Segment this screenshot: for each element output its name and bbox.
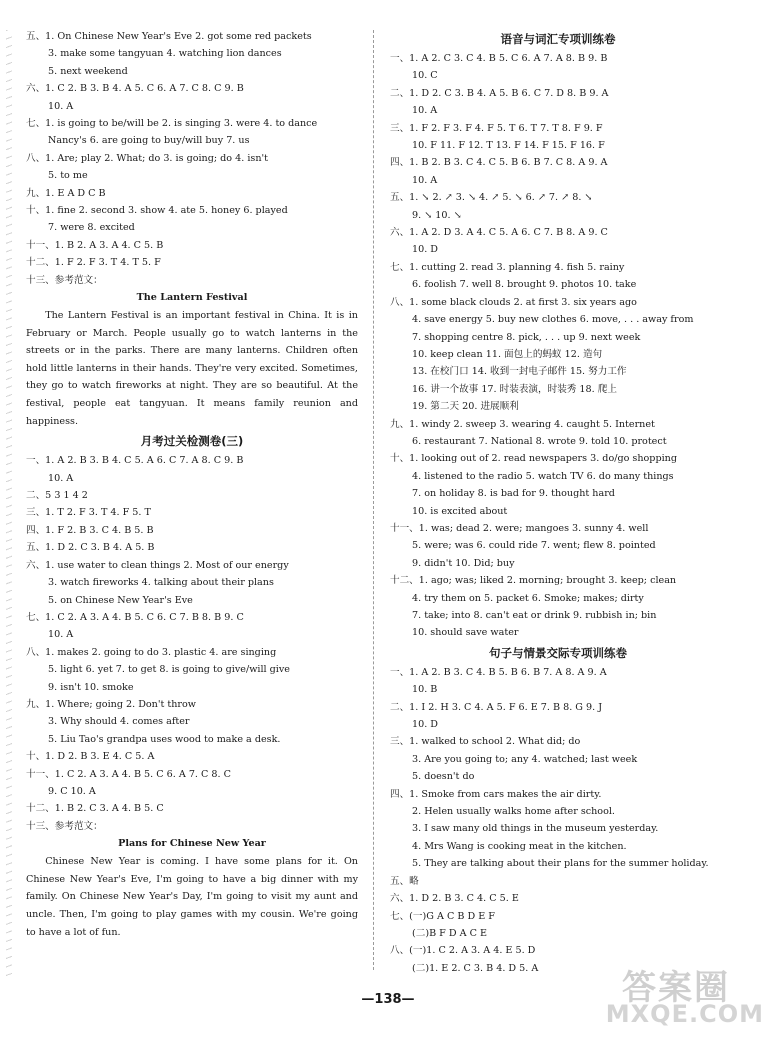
essay-title: The Lantern Festival — [136, 292, 248, 304]
answer-line: 4. Mrs Wang is cooking meat in the kitchen. — [412, 840, 627, 852]
answer-line: 5. on Chinese New Year's Eve — [48, 594, 193, 606]
binding-edge — [6, 30, 12, 980]
answer-line: 3. watch fireworks 4. talking about their plans — [48, 577, 274, 589]
answer-line: 七、1. cutting 2. read 3. planning 4. fish 5. rainy — [390, 261, 625, 273]
answer-line: 一、1. A 2. B 3. B 4. C 5. A 6. C 7. A 8. C 9. B — [26, 455, 244, 467]
answer-line: 十、1. fine 2. second 3. show 4. ate 5. honey 6. played — [26, 205, 288, 217]
answer-line: 10. A — [48, 472, 74, 484]
answer-line: 六、1. use water to clean things 2. Most of our energy — [26, 559, 289, 571]
answer-line: 五、1. On Chinese New Year's Eve 2. got some red packets — [26, 31, 312, 42]
answer-line: 八、1. some black clouds 2. at first 3. six years ago — [390, 296, 637, 308]
answer-line: 二、1. I 2. H 3. C 4. A 5. F 6. E 7. B 8. G 9. J — [390, 701, 603, 713]
watermark-logo — [564, 960, 764, 1032]
answer-line: 七、(一)G A C B D E F — [390, 910, 495, 922]
watermark-text: 答案圈 — [622, 968, 730, 1008]
column-divider — [373, 30, 374, 970]
answer-line: 7. were 8. excited — [48, 222, 135, 234]
essay-paragraph: Chinese New Year is coming. I have some plans for it. On Chinese New Year's Eve, I'm going to have a big dinner with my family. On Chinese New Year's Day, I'm going to visit my aunt and uncle. Then, I'm going to play games with my cousin. We're going to have a lot of fun. — [26, 856, 358, 938]
answer-line: 十三、参考范文： — [26, 820, 103, 832]
answer-line: 八、1. Are; play 2. What; do 3. is going; do 4. isn't — [26, 152, 268, 164]
answer-line: 5. to me — [48, 170, 88, 182]
answer-line: 十二、1. B 2. C 3. A 4. B 5. C — [26, 803, 164, 815]
answer-line: 5. next weekend — [48, 65, 128, 77]
answer-line: 9. C 10. A — [48, 785, 96, 797]
answer-line: 10. A — [48, 100, 74, 112]
answer-line: 六、1. C 2. B 3. B 4. A 5. C 6. A 7. C 8. C 9. B — [26, 83, 244, 95]
answer-line: 2. Helen usually walks home after school. — [412, 806, 615, 818]
answer-line: 10. A — [412, 105, 438, 117]
answer-line: 10. A — [412, 174, 438, 186]
answer-line: 4. save energy 5. buy new clothes 6. move, . . . away from — [412, 314, 694, 326]
answer-line: 一、1. A 2. C 3. C 4. B 5. C 6. A 7. A 8. B 9. B — [390, 53, 608, 64]
answer-line: 3. Why should 4. comes after — [48, 716, 190, 728]
right-column — [390, 28, 726, 980]
answer-line: 6. foolish 7. well 8. brought 9. photos 10. take — [412, 279, 637, 291]
answer-line: 9. ↘ 10. ↘ — [412, 209, 462, 221]
answer-line: 10. D — [412, 244, 438, 256]
answer-line: 九、1. Where; going 2. Don't throw — [26, 698, 197, 710]
answer-line: 5. They are talking about their plans for the summer holiday. — [412, 858, 709, 870]
answer-line: 10. C — [412, 70, 438, 82]
answer-line: 十二、1. F 2. F 3. T 4. T 5. F — [26, 257, 161, 269]
answer-line: 4. try them on 5. packet 6. Smoke; makes; dirty — [412, 592, 644, 604]
answer-line: 四、1. Smoke from cars makes the air dirty. — [390, 788, 602, 800]
answer-line: 10. A — [48, 629, 74, 641]
page-number: —138— — [361, 992, 415, 1007]
answer-line: 3. I saw many old things in the museum yesterday. — [412, 823, 659, 835]
answer-line: 9. didn't 10. Did; buy — [412, 557, 515, 569]
answer-line: 二、1. D 2. C 3. B 4. A 5. B 6. C 7. D 8. B 9. A — [390, 87, 609, 99]
answer-line: 九、1. windy 2. sweep 3. wearing 4. caught 5. Internet — [390, 418, 655, 430]
answer-line: 五、略 — [390, 875, 419, 887]
answer-line: 三、1. F 2. F 3. F 4. F 5. T 6. T 7. T 8. F 9. F — [390, 122, 603, 134]
answer-line: 九、1. E A D C B — [26, 187, 106, 199]
answer-line: 19. 第二天 20. 进展顺利 — [412, 401, 519, 413]
answer-line: 13. 在校门口 14. 收到一封电子邮件 15. 努力工作 — [412, 366, 627, 378]
answer-line: 一、1. A 2. B 3. C 4. B 5. B 6. B 7. A 8. A 9. A — [390, 666, 607, 678]
answer-line: 5. Liu Tao's grandpa uses wood to make a desk. — [48, 733, 281, 745]
answer-line: 7. take; into 8. can't eat or drink 9. rubbish in; bin — [412, 610, 657, 621]
section-title: 月考过关检测卷(三) — [140, 434, 244, 449]
answer-line: 10. should save water — [412, 627, 519, 639]
answer-line: 7. on holiday 8. is bad for 9. thought hard — [412, 488, 615, 500]
answer-line: 6. restaurant 7. National 8. wrote 9. told 10. protect — [412, 435, 667, 447]
answer-line: 十、1. D 2. B 3. E 4. C 5. A — [26, 751, 155, 763]
watermark-url: MXQE.COM — [605, 1000, 764, 1028]
answer-line: 3. Are you going to; any 4. watched; last week — [412, 753, 638, 765]
section-title: 语音与词汇专项训练卷 — [500, 32, 616, 46]
answer-line: 9. isn't 10. smoke — [48, 681, 134, 693]
answer-line: 5. light 6. yet 7. to get 8. is going to give/will give — [48, 664, 290, 676]
answer-line: 10. is excited about — [412, 505, 508, 517]
answer-line: 十一、1. B 2. A 3. A 4. C 5. B — [26, 239, 164, 251]
answer-line: 三、1. T 2. F 3. T 4. F 5. T — [26, 507, 151, 519]
answer-line: 7. shopping centre 8. pick, . . . up 9. next week — [412, 331, 641, 343]
answer-line: (二)B F D A C E — [412, 927, 487, 939]
answer-line: 10. F 11. F 12. T 13. F 14. F 15. F 16. F — [412, 140, 605, 152]
answer-line: 5. were; was 6. could ride 7. went; flew 8. pointed — [412, 540, 656, 552]
answer-line: 六、1. A 2. D 3. A 4. C 5. A 6. C 7. B 8. A 9. C — [390, 227, 608, 239]
answer-line: 十三、参考范文： — [26, 274, 103, 286]
answer-line: 七、1. C 2. A 3. A 4. B 5. C 6. C 7. B 8. B 9. C — [26, 611, 244, 623]
answer-line: 二、5 3 1 4 2 — [26, 490, 88, 502]
answer-line: 10. B — [412, 684, 438, 696]
essay-title: Plans for Chinese New Year — [118, 838, 266, 850]
answer-line: (二)1. E 2. C 3. B 4. D 5. A — [412, 962, 539, 974]
answer-line: 16. 讲一个故事 17. 时装表演，时装秀 18. 爬上 — [412, 383, 617, 395]
answer-line: 八、1. makes 2. going to do 3. plastic 4. are singing — [26, 646, 277, 658]
answer-line: 10. keep clean 11. 面包上的蚂蚁 12. 造句 — [412, 348, 603, 360]
answer-line: 5. doesn't do — [412, 771, 475, 783]
answer-line: 八、(一)1. C 2. A 3. A 4. E 5. D — [390, 945, 536, 957]
answer-line: 五、1. D 2. C 3. B 4. A 5. B — [26, 542, 155, 554]
answer-line: 十二、1. ago; was; liked 2. morning; brought 3. keep; clean — [390, 575, 677, 587]
answer-line: 六、1. D 2. B 3. C 4. C 5. E — [390, 893, 519, 905]
answer-line: 10. D — [412, 719, 438, 731]
answer-line: Nancy's 6. are going to buy/will buy 7. us — [48, 135, 250, 147]
answer-line: 4. listened to the radio 5. watch TV 6. do many things — [412, 470, 674, 482]
answer-line: 四、1. B 2. B 3. C 4. C 5. B 6. B 7. C 8. A 9. A — [390, 157, 608, 169]
answer-line: 七、1. is going to be/will be 2. is singing 3. were 4. to dance — [26, 118, 318, 130]
answer-line: 十、1. looking out of 2. read newspapers 3. do/go shopping — [390, 453, 677, 465]
answer-line: 十一、1. C 2. A 3. A 4. B 5. C 6. A 7. C 8. C — [26, 768, 231, 780]
left-column — [26, 28, 358, 980]
answer-line: 四、1. F 2. B 3. C 4. B 5. B — [26, 524, 154, 536]
answer-line: 五、1. ↘ 2. ↗ 3. ↘ 4. ↗ 5. ↘ 6. ↗ 7. ↗ 8. ↘ — [390, 192, 593, 204]
answer-line: 3. make some tangyuan 4. watching lion dances — [48, 48, 282, 60]
answer-line: 三、1. walked to school 2. What did; do — [390, 736, 581, 748]
section-title: 句子与情景交际专项训练卷 — [489, 645, 627, 660]
essay-paragraph: The Lantern Festival is an important festival in China. It is in February or March. People usually go to watch lanterns in the streets or in the parks. There are many lanterns. Children often hold little lanterns in their hands. They're very excited. Sometimes, they go to watch fireworks at night. They are so beautiful. At the festival, people eat tangyuan. It means family reunion and happiness. — [26, 310, 358, 427]
answer-line: 十一、1. was; dead 2. were; mangoes 3. sunny 4. well — [390, 522, 649, 534]
